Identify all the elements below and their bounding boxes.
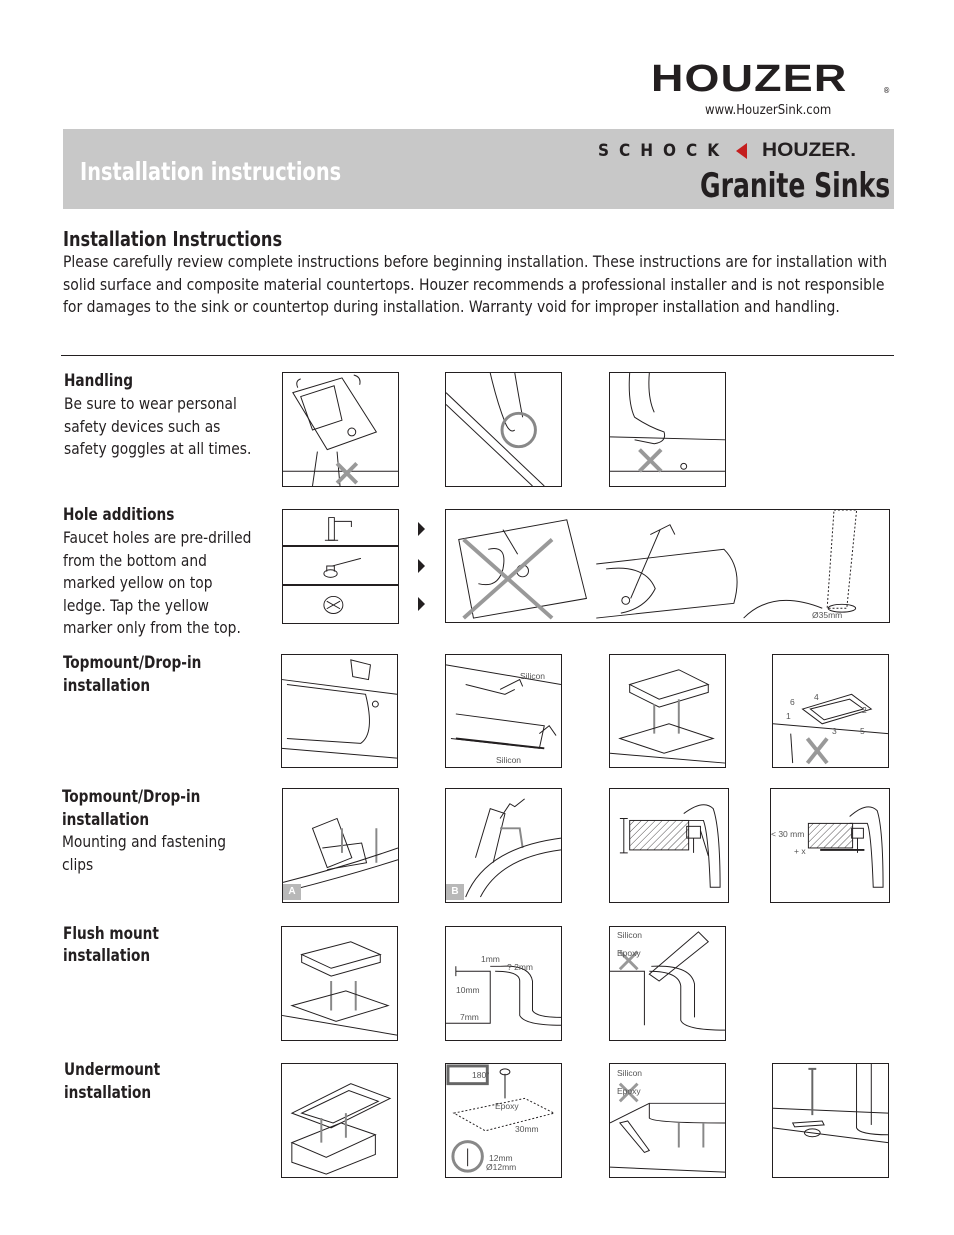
tag-a: A <box>283 884 301 900</box>
silicon-label-under: Silicon <box>617 1068 643 1078</box>
clip-order-5: 5 <box>860 726 865 736</box>
handling-illustration-1 <box>282 372 399 487</box>
undermount-sealant-illustration <box>609 1063 726 1178</box>
intro-body: Please carefully review complete instructions before beginning installation. These instructions are for installation with solid surface and composite material countertops. Houzer recommends a professional installer and is not responsible for damages to the sink or countertop during installation. Warranty void for improper installation and handling. <box>63 252 888 317</box>
arrow-right-icon <box>418 597 425 611</box>
holes-body: Faucet holes are pre-drilled from the bottom and marked yellow on top ledge. Tap the yellow marker only from the top. <box>63 528 252 637</box>
epoxy-label-under: Epoxy <box>495 1101 519 1111</box>
website-url: www.HouzerSink.com <box>705 103 832 118</box>
clip-section-illustration-2 <box>770 788 890 903</box>
topmount-illustration-3 <box>609 654 726 768</box>
flush-title-1: Flush mount <box>63 924 159 943</box>
handling-body: Be sure to wear personal safety devices such as safety goggles at all times. <box>64 394 252 458</box>
topmount-title-2: installation <box>63 676 151 695</box>
width-7mm-label: 7mm <box>460 1012 479 1022</box>
clip-order-6: 6 <box>790 697 795 707</box>
clip-order-4: 4 <box>814 692 819 702</box>
depth-10mm-label: 10mm <box>456 985 480 995</box>
dia35-label: Ø35mm <box>812 610 843 620</box>
epoxy-label-flush: Epoxy <box>617 948 641 958</box>
clip-section-illustration-1 <box>609 788 729 903</box>
houzer-logo: HOUZER <box>651 58 848 100</box>
max-30mm-label: < 30 mm <box>771 829 805 839</box>
soap-dispenser-icon <box>282 546 399 585</box>
plus-x-label: + x <box>794 846 806 856</box>
faucet-icon <box>282 509 399 546</box>
flush-title-2: installation <box>63 946 151 965</box>
flush-sealant-illustration <box>609 926 726 1041</box>
clip-order-3: 3 <box>832 726 837 736</box>
clips-title-2: installation <box>62 810 150 829</box>
length-12mm-label: 12mm <box>489 1153 513 1163</box>
silicon-label-flush: Silicon <box>617 930 643 940</box>
dia12-label: Ø12mm <box>486 1162 517 1172</box>
clips-title-1: Topmount/Drop-in <box>62 787 201 806</box>
flush-illustration-1 <box>281 926 398 1041</box>
undermount-clip-illustration <box>772 1063 889 1178</box>
handling-illustration-3 <box>609 372 726 487</box>
intro-heading: Installation Instructions <box>63 227 283 251</box>
flush-profile-illustration <box>445 926 562 1041</box>
clips-body: Mounting and fastening clips <box>62 832 227 874</box>
under-title-2: installation <box>64 1083 152 1102</box>
deg180-label: 180° <box>472 1070 490 1080</box>
houzer-small-logo: HOUZER. <box>762 140 857 161</box>
divider <box>61 355 894 356</box>
clip-order-2: 2 <box>862 705 867 715</box>
schock-arrow-icon <box>736 143 747 159</box>
silicon-label-top: Silicon <box>520 671 546 681</box>
handling-title: Handling <box>64 371 133 390</box>
product-title: Granite Sinks <box>700 166 891 206</box>
hole-tapping-illustration <box>445 509 890 623</box>
gap-1mm-label: 1mm <box>481 954 500 964</box>
registered-mark: ® <box>883 86 891 95</box>
handling-illustration-2 <box>445 372 562 487</box>
clip-order-1: 1 <box>786 711 791 721</box>
arrow-right-icon <box>418 522 425 536</box>
epoxy-label-under-2: Epoxy <box>617 1086 641 1096</box>
undermount-illustration-1 <box>281 1063 398 1178</box>
topmount-title-1: Topmount/Drop-in <box>63 653 202 672</box>
topmount-illustration-1 <box>281 654 398 768</box>
gap-2mm-label: ? 2mm <box>507 962 533 972</box>
holes-title: Hole additions <box>63 505 175 524</box>
under-title-1: Undermount <box>64 1060 161 1079</box>
tag-b: B <box>446 884 464 900</box>
banner-title: Installation instructions <box>80 157 342 186</box>
arrow-right-icon <box>418 559 425 573</box>
schock-logo: SCHOCK <box>598 141 730 161</box>
spacing-30mm-label: 30mm <box>515 1124 539 1134</box>
drain-knob-icon <box>282 585 399 624</box>
silicon-label-bottom: Silicon <box>496 755 522 765</box>
